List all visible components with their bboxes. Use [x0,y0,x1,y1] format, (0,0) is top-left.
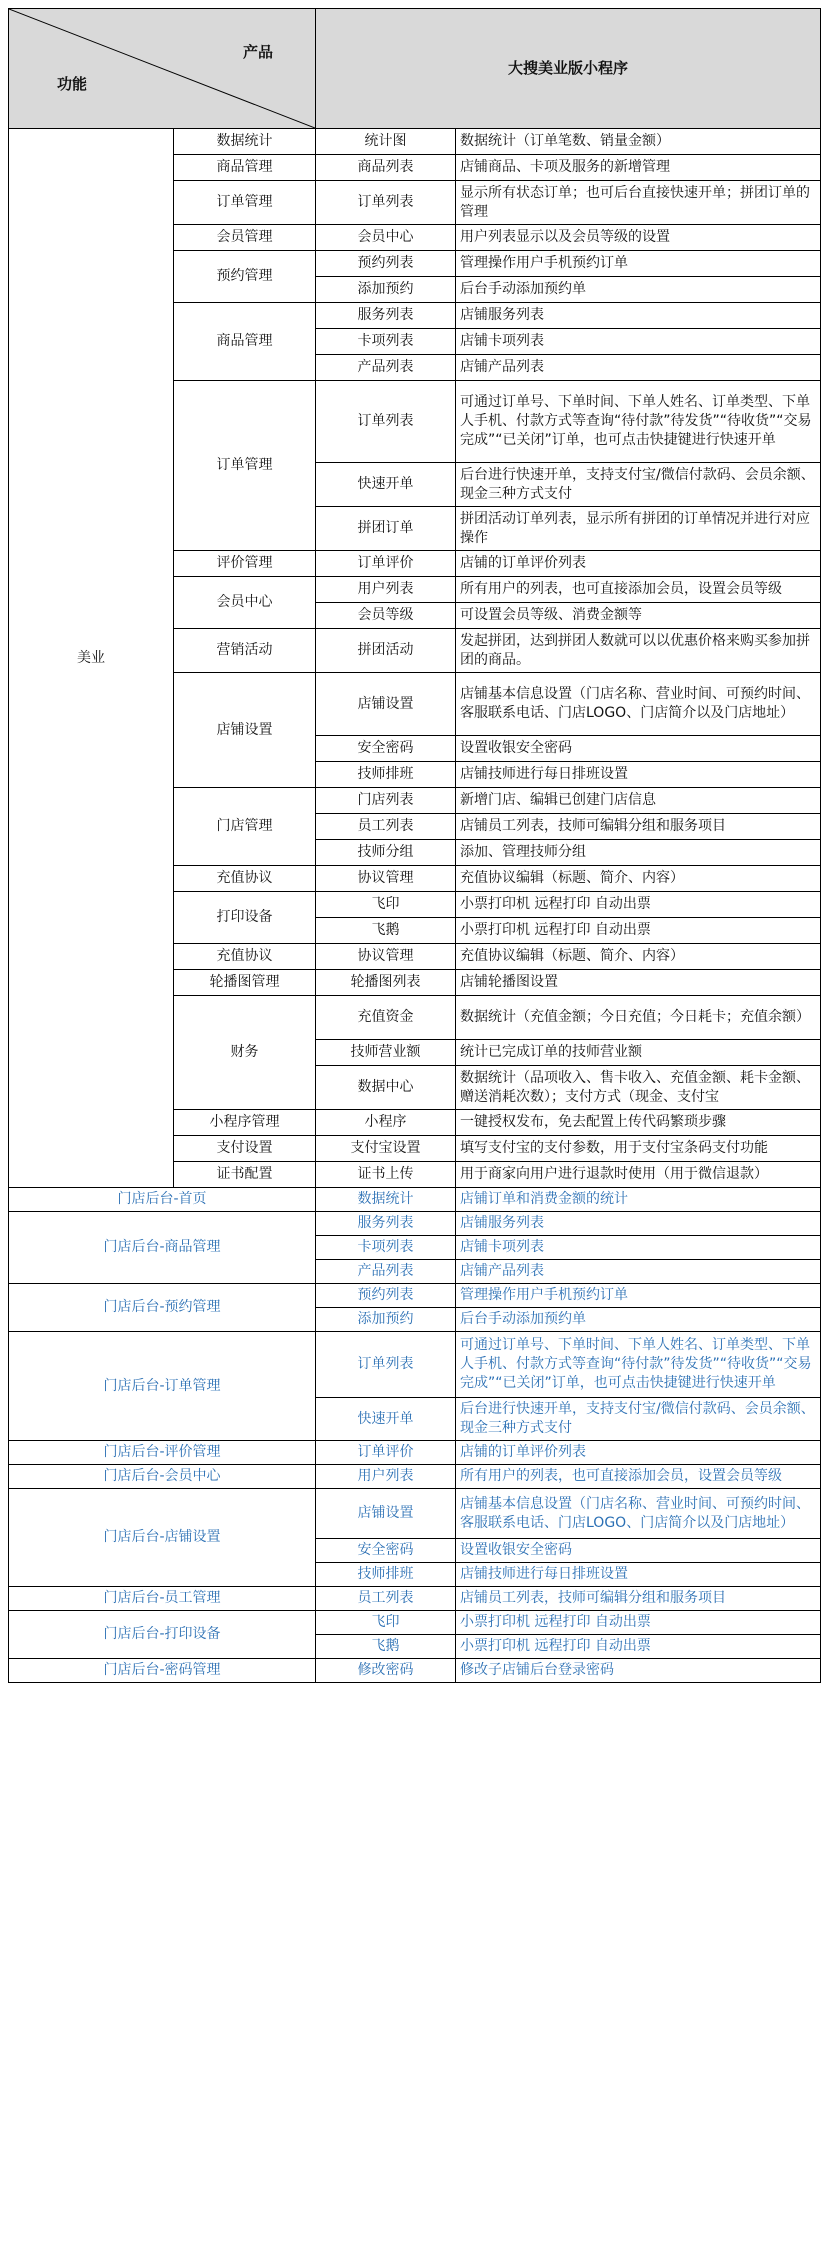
module-cell: 订单管理 [174,181,316,225]
header-product-label: 产品 [242,43,273,61]
product-cell: 用户列表 [316,1465,456,1489]
description-cell: 数据统计（订单笔数、销量金额） [456,129,821,155]
product-cell: 门店列表 [316,788,456,814]
product-cell: 服务列表 [316,303,456,329]
description-cell: 小票打印机 远程打印 自动出票 [456,1635,821,1659]
product-cell: 员工列表 [316,814,456,840]
description-cell: 新增门店、编辑已创建门店信息 [456,788,821,814]
description-cell: 充值协议编辑（标题、简介、内容） [456,866,821,892]
description-cell: 设置收银安全密码 [456,1539,821,1563]
product-cell: 协议管理 [316,866,456,892]
description-cell: 统计已完成订单的技师营业额 [456,1040,821,1066]
module-cell: 小程序管理 [174,1110,316,1136]
product-cell: 添加预约 [316,1308,456,1332]
product-cell: 安全密码 [316,736,456,762]
product-cell: 员工列表 [316,1587,456,1611]
module-cell: 轮播图管理 [174,970,316,996]
description-cell: 小票打印机 远程打印 自动出票 [456,1611,821,1635]
product-cell: 添加预约 [316,277,456,303]
description-cell: 修改子店铺后台登录密码 [456,1659,821,1683]
module-cell: 门店后台-商品管理 [9,1212,316,1284]
description-cell: 一键授权发布，免去配置上传代码繁琐步骤 [456,1110,821,1136]
product-cell: 安全密码 [316,1539,456,1563]
description-cell: 店铺轮播图设置 [456,970,821,996]
product-cell: 卡项列表 [316,329,456,355]
description-cell: 店铺服务列表 [456,303,821,329]
description-cell: 店铺技师进行每日排班设置 [456,1563,821,1587]
product-cell: 会员中心 [316,225,456,251]
description-cell: 店铺基本信息设置（门店名称、营业时间、可预约时间、客服联系电话、门店LOGO、门店简介以及门店地址） [456,1489,821,1539]
module-cell: 商品管理 [174,303,316,381]
table-row [9,1332,821,1398]
description-cell: 店铺的订单评价列表 [456,1441,821,1465]
product-cell: 技师分组 [316,840,456,866]
description-cell: 用于商家向用户进行退款时使用（用于微信退款） [456,1162,821,1188]
product-cell: 订单评价 [316,551,456,577]
module-cell: 会员管理 [174,225,316,251]
header-function-label: 功能 [57,75,88,93]
product-cell: 用户列表 [316,577,456,603]
product-cell: 拼团订单 [316,507,456,551]
description-cell: 店铺卡项列表 [456,1236,821,1260]
description-cell: 所有用户的列表，也可直接添加会员，设置会员等级 [456,1465,821,1489]
description-cell: 数据统计（充值金额；今日充值；今日耗卡；充值余额） [456,996,821,1040]
module-cell: 门店后台-店铺设置 [9,1489,316,1587]
product-cell: 快速开单 [316,1398,456,1441]
description-cell: 店铺服务列表 [456,1212,821,1236]
header-title: 大搜美业版小程序 [316,9,821,129]
product-cell: 小程序 [316,1110,456,1136]
category-cell: 美业 [9,129,174,1188]
module-cell: 支付设置 [174,1136,316,1162]
product-cell: 技师排班 [316,1563,456,1587]
product-cell: 技师排班 [316,762,456,788]
product-cell: 修改密码 [316,1659,456,1683]
product-cell: 充值资金 [316,996,456,1040]
description-cell: 管理操作用户手机预约订单 [456,1284,821,1308]
product-cell: 订单列表 [316,181,456,225]
product-cell: 拼团活动 [316,629,456,673]
diagonal-line [9,9,315,128]
description-cell: 充值协议编辑（标题、简介、内容） [456,944,821,970]
feature-table [8,8,821,1683]
module-cell: 门店后台-评价管理 [9,1441,316,1465]
description-cell: 店铺技师进行每日排班设置 [456,762,821,788]
product-cell: 飞印 [316,1611,456,1635]
description-cell: 后台手动添加预约单 [456,1308,821,1332]
description-cell: 店铺商品、卡项及服务的新增管理 [456,155,821,181]
table-header-row [9,9,821,129]
module-cell: 门店后台-预约管理 [9,1284,316,1332]
description-cell: 后台进行快速开单，支持支付宝/微信付款码、会员余额、现金三种方式支付 [456,463,821,507]
description-cell: 店铺产品列表 [456,355,821,381]
module-cell: 预约管理 [174,251,316,303]
module-cell: 评价管理 [174,551,316,577]
module-cell: 店铺设置 [174,673,316,788]
diagonal-header-cell [9,9,316,129]
module-cell: 证书配置 [174,1162,316,1188]
description-cell: 店铺订单和消费金额的统计 [456,1188,821,1212]
description-cell: 后台进行快速开单，支持支付宝/微信付款码、会员余额、现金三种方式支付 [456,1398,821,1441]
description-cell: 可设置会员等级、消费金额等 [456,603,821,629]
module-cell: 订单管理 [174,381,316,551]
product-cell: 数据统计 [316,1188,456,1212]
table-row [9,1465,821,1489]
table-row [9,1659,821,1683]
product-cell: 订单列表 [316,1332,456,1398]
product-cell: 服务列表 [316,1212,456,1236]
module-cell: 门店后台-首页 [9,1188,316,1212]
table-row [9,1489,821,1539]
description-cell: 店铺员工列表，技师可编辑分组和服务项目 [456,814,821,840]
description-cell: 添加、管理技师分组 [456,840,821,866]
module-cell: 门店后台-打印设备 [9,1611,316,1659]
description-cell: 填写支付宝的支付参数，用于支付宝条码支付功能 [456,1136,821,1162]
module-cell: 充值协议 [174,866,316,892]
description-cell: 用户列表显示以及会员等级的设置 [456,225,821,251]
product-cell: 飞印 [316,892,456,918]
product-cell: 商品列表 [316,155,456,181]
description-cell: 小票打印机 远程打印 自动出票 [456,918,821,944]
product-cell: 数据中心 [316,1066,456,1110]
module-cell: 数据统计 [174,129,316,155]
description-cell: 可通过订单号、下单时间、下单人姓名、订单类型、下单人手机、付款方式等查询“待付款”待发货”“待收货”“交易完成”“已关闭”订单，也可点击快捷键进行快速开单 [456,381,821,463]
product-cell: 订单列表 [316,381,456,463]
product-cell: 预约列表 [316,1284,456,1308]
product-cell: 协议管理 [316,944,456,970]
module-cell: 营销活动 [174,629,316,673]
description-cell: 店铺员工列表，技师可编辑分组和服务项目 [456,1587,821,1611]
product-cell: 预约列表 [316,251,456,277]
description-cell: 显示所有状态订单；也可后台直接快速开单；拼团订单的管理 [456,181,821,225]
description-cell: 设置收银安全密码 [456,736,821,762]
product-cell: 支付宝设置 [316,1136,456,1162]
description-cell: 可通过订单号、下单时间、下单人姓名、订单类型、下单人手机、付款方式等查询“待付款”待发货”“待收货”“交易完成”“已关闭”订单，也可点击快捷键进行快速开单 [456,1332,821,1398]
module-cell: 充值协议 [174,944,316,970]
product-cell: 卡项列表 [316,1236,456,1260]
product-cell: 轮播图列表 [316,970,456,996]
module-cell: 会员中心 [174,577,316,629]
product-cell: 快速开单 [316,463,456,507]
product-cell: 技师营业额 [316,1040,456,1066]
description-cell: 所有用户的列表，也可直接添加会员，设置会员等级 [456,577,821,603]
product-cell: 飞鹅 [316,918,456,944]
description-cell: 店铺产品列表 [456,1260,821,1284]
product-cell: 会员等级 [316,603,456,629]
product-cell: 飞鹅 [316,1635,456,1659]
product-cell: 产品列表 [316,1260,456,1284]
product-cell: 证书上传 [316,1162,456,1188]
table-row [9,1611,821,1635]
table-row [9,1441,821,1465]
table-row [9,129,821,155]
module-cell: 门店后台-密码管理 [9,1659,316,1683]
product-cell: 店铺设置 [316,1489,456,1539]
table-row [9,1587,821,1611]
description-cell: 小票打印机 远程打印 自动出票 [456,892,821,918]
description-cell: 管理操作用户手机预约订单 [456,251,821,277]
module-cell: 财务 [174,996,316,1110]
table-row [9,1212,821,1236]
table-row [9,1188,821,1212]
product-cell: 店铺设置 [316,673,456,736]
description-cell: 店铺的订单评价列表 [456,551,821,577]
description-cell: 发起拼团，达到拼团人数就可以以优惠价格来购买参加拼团的商品。 [456,629,821,673]
description-cell: 后台手动添加预约单 [456,277,821,303]
product-cell: 订单评价 [316,1441,456,1465]
module-cell: 门店后台-订单管理 [9,1332,316,1441]
description-cell: 数据统计（品项收入、售卡收入、充值金额、耗卡金额、赠送消耗次数）；支付方式（现金、支付宝 [456,1066,821,1110]
product-cell: 产品列表 [316,355,456,381]
module-cell: 门店管理 [174,788,316,866]
product-cell: 统计图 [316,129,456,155]
description-cell: 店铺基本信息设置（门店名称、营业时间、可预约时间、客服联系电话、门店LOGO、门店简介以及门店地址） [456,673,821,736]
module-cell: 门店后台-员工管理 [9,1587,316,1611]
description-cell: 拼团活动订单列表，显示所有拼团的订单情况并进行对应操作 [456,507,821,551]
module-cell: 商品管理 [174,155,316,181]
table-row [9,1284,821,1308]
description-cell: 店铺卡项列表 [456,329,821,355]
table-body [9,129,821,1683]
module-cell: 门店后台-会员中心 [9,1465,316,1489]
module-cell: 打印设备 [174,892,316,944]
feature-table-container [8,8,820,1683]
